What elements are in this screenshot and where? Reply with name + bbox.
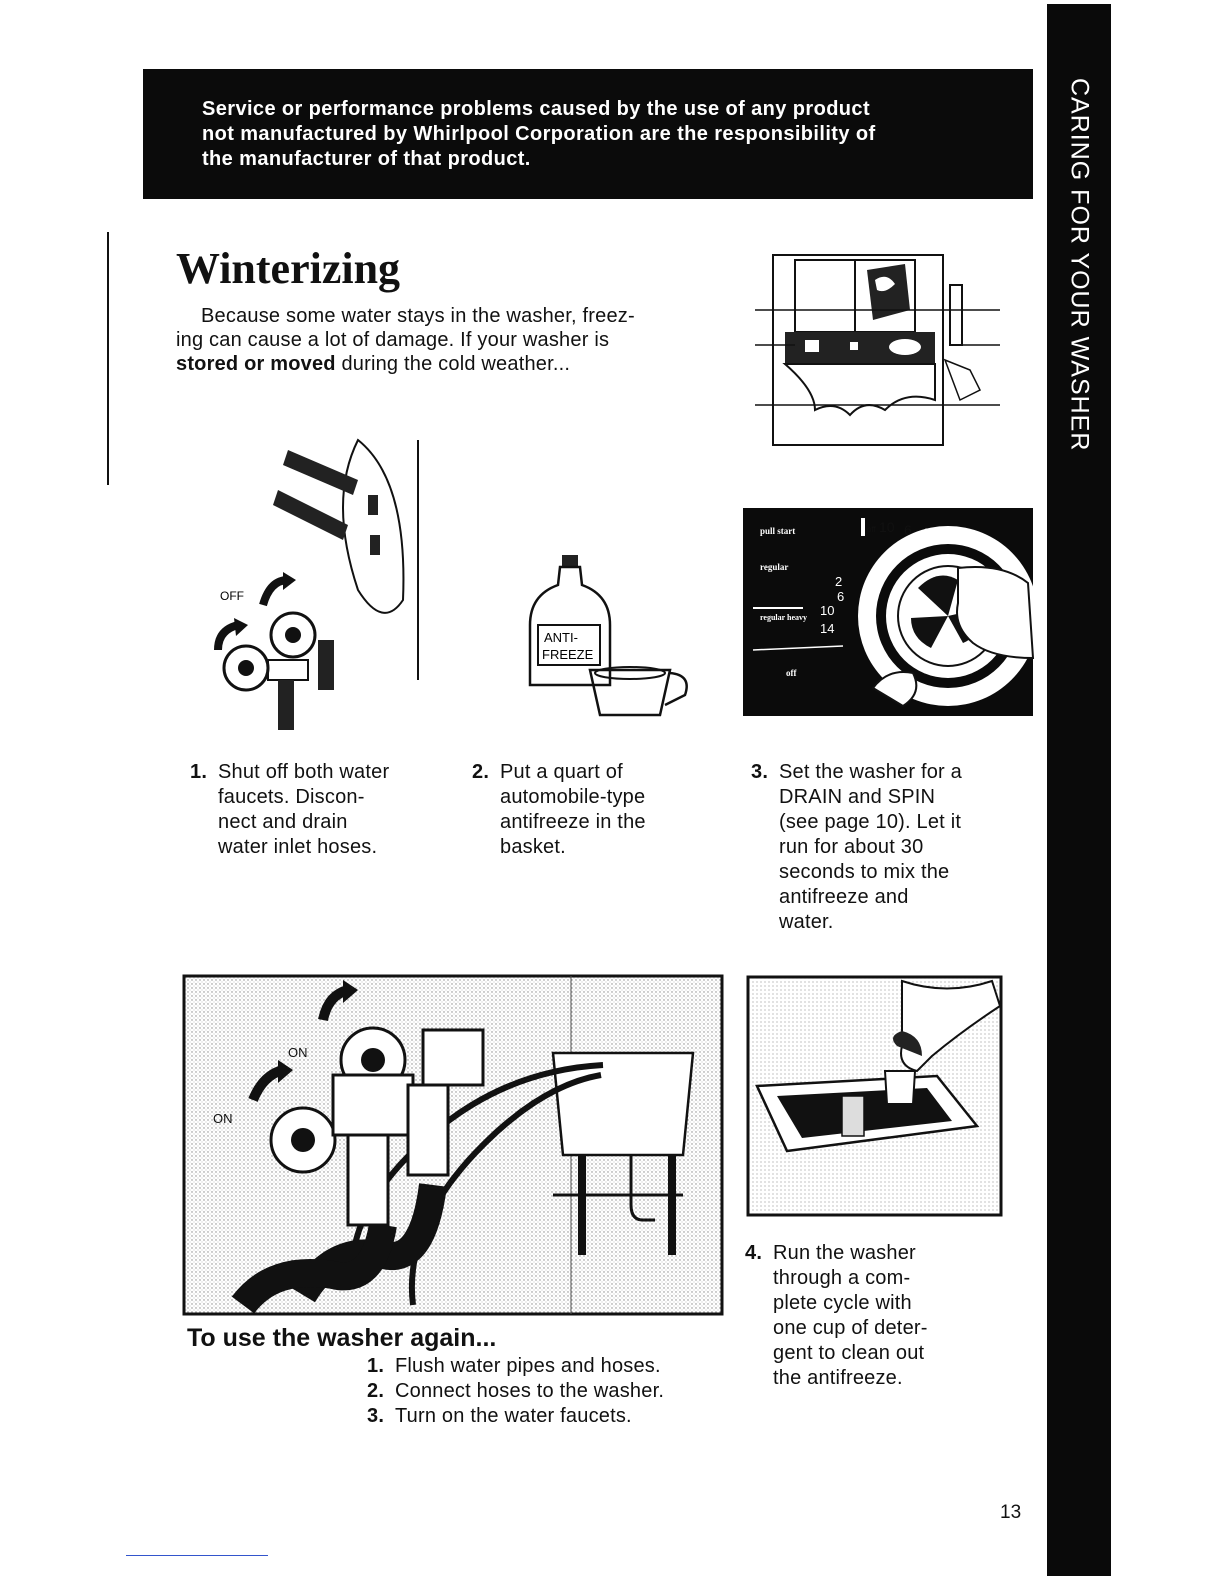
step-3 [751, 760, 1031, 935]
use-again-list [367, 1354, 664, 1429]
list-item [367, 1354, 664, 1379]
step-text-line: run for about 30 [779, 836, 924, 858]
dial-label: regular heavy [760, 613, 808, 622]
page-number: 13 [1000, 1502, 1022, 1523]
step-text-line: seconds to mix the [779, 861, 950, 883]
list-text: Turn on the water faucets. [395, 1405, 632, 1427]
step-text-line: antifreeze in the [500, 811, 646, 833]
step-text-line: DRAIN and SPIN [779, 786, 936, 808]
use-again-heading: To use the washer again... [187, 1324, 497, 1352]
intro-line: during the cold weather... [335, 353, 571, 375]
step-text-line: the antifreeze. [773, 1367, 903, 1389]
dial-label: off [786, 668, 797, 678]
footer-rule [126, 1555, 268, 1556]
section-tab [1047, 4, 1111, 1576]
step-text-line: Put a quart of [500, 761, 623, 783]
dial-number: 2 [835, 574, 843, 589]
step-2 [472, 760, 732, 860]
step-text-line: Shut off both water [218, 761, 390, 783]
faucets-on-illustration [183, 975, 723, 1315]
step-number: 2. [472, 761, 490, 783]
step-text-line: one cup of deter- [773, 1317, 928, 1339]
step-text-line: faucets. Discon- [218, 786, 365, 808]
dial-number: 6 [904, 522, 912, 538]
step-1 [190, 760, 450, 860]
antifreeze-bottle-illustration [520, 555, 700, 725]
step-text-line: (see page 10). Let it [779, 811, 962, 833]
step-number: 1. [190, 761, 208, 783]
list-number: 2. [367, 1380, 385, 1402]
dial-number: 14 [820, 621, 835, 636]
notice-line: the manufacturer of that product. [202, 148, 531, 170]
faucet-on-label: ON [213, 1111, 233, 1126]
list-text: Connect hoses to the washer. [395, 1380, 665, 1402]
faucet-on-label: ON [288, 1045, 308, 1060]
dial-number: 2 [923, 525, 931, 541]
step-text-line: antifreeze and [779, 886, 909, 908]
step-text-line: automobile-type [500, 786, 646, 808]
dial-label: regular [760, 562, 789, 572]
list-text: Flush water pipes and hoses. [395, 1355, 661, 1377]
page-title: Winterizing [176, 244, 401, 293]
step-text-line: plete cycle with [773, 1292, 912, 1314]
step-text-line: nect and drain [218, 811, 348, 833]
dial-number: off [867, 525, 876, 534]
intro-emphasis: stored or moved [176, 353, 336, 375]
list-item [367, 1404, 664, 1429]
bottle-label-line: FREEZE [542, 647, 594, 662]
faucet-off-label: OFF [220, 589, 244, 603]
step-text-line: water inlet hoses. [218, 836, 378, 858]
faucets-off-illustration [208, 440, 423, 730]
dial-label: pull start [760, 526, 796, 536]
step-number: 3. [751, 761, 769, 783]
step-text-line: water. [779, 911, 834, 933]
list-number: 1. [367, 1355, 385, 1377]
intro-line: Because some water stays in the washer, freez- [201, 305, 635, 327]
list-item [367, 1379, 664, 1404]
control-dial-illustration [743, 508, 1033, 716]
step-number: 4. [745, 1242, 763, 1264]
step-text-line: Set the washer for a [779, 761, 962, 783]
dial-number: 6 [837, 589, 845, 604]
pouring-detergent-illustration [747, 976, 1002, 1216]
dial-number: 10 [879, 519, 895, 535]
step-text-line: through a com- [773, 1267, 911, 1289]
bottle-label-line: ANTI- [544, 630, 578, 645]
intro-paragraph [176, 304, 746, 376]
list-number: 3. [367, 1405, 385, 1427]
step-text-line: Run the washer [773, 1242, 916, 1264]
intro-line: ing can cause a lot of damage. If your washer is [176, 329, 610, 351]
step-4 [745, 1241, 1025, 1391]
notice-line: not manufactured by Whirlpool Corporation are the responsibility of [202, 123, 876, 145]
section-tab-label: CARING FOR YOUR WASHER [1065, 78, 1094, 452]
frozen-washer-illustration [755, 250, 1000, 455]
step-text-line: gent to clean out [773, 1342, 925, 1364]
notice-line: Service or performance problems caused by the use of any product [202, 98, 871, 120]
notice-banner [143, 69, 1033, 199]
dial-number: 10 [820, 603, 835, 618]
step-text-line: basket. [500, 836, 566, 858]
margin-rule [107, 232, 109, 485]
